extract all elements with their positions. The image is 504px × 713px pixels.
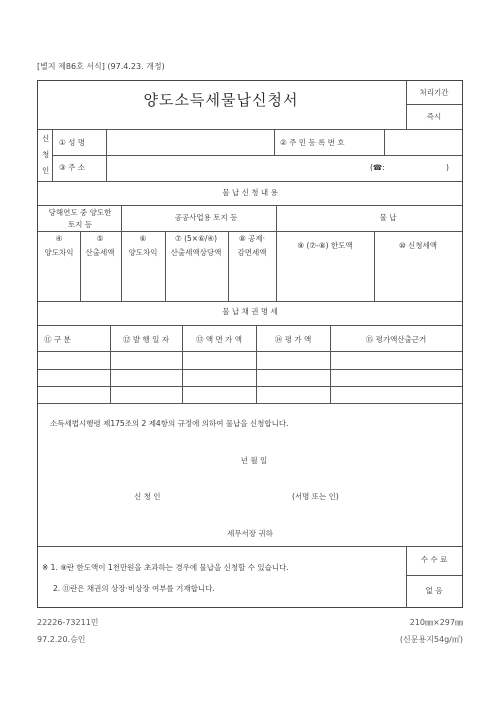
col-6-label: 양도차익	[128, 248, 158, 257]
addressee: 세무서장 귀하	[227, 529, 273, 538]
address-label: ③ 주 소	[59, 163, 85, 172]
footer-paper-type: (신문용지54g/㎡)	[399, 635, 463, 644]
statement-text: 소득세법시행령 제175조의 2 제4항의 규정에 의하여 물납을 신청합니다.	[50, 419, 289, 428]
col-10-label: ⑩ 신청세액	[398, 241, 438, 250]
fee-value: 없 음	[425, 586, 443, 595]
col-9-label: ⑨ (⑦-⑧) 한도액	[297, 241, 353, 250]
processing-value: 즉시	[426, 112, 442, 121]
form-title: 양도소득세물납신청서	[143, 91, 299, 109]
bonds-section-title: 물 납 채 권 명 세	[222, 307, 278, 316]
col-5-label: 산출세액	[85, 248, 115, 257]
col-7-num: ⑦ (5×⑥/④)	[175, 234, 217, 243]
name-label: ① 성 명	[59, 138, 85, 147]
processing-label: 처리기간	[419, 88, 449, 97]
col-4-num: ④	[55, 234, 63, 243]
applicant-label-3: 인	[42, 166, 50, 175]
footer-approval: 97.2.20.승인	[37, 635, 86, 644]
bond-col-3: ⑬ 액 면 가 액	[195, 335, 243, 344]
form-number: [별지 제86호 서식] (97.4.23. 개정)	[37, 62, 165, 71]
bond-col-4: ⑭ 평 가 액	[274, 335, 312, 344]
col-4-label: 양도차익	[44, 248, 74, 257]
note-1: ※ 1. ⑨란 한도액이 1천만원을 초과하는 경우에 물납을 신청할 수 있습니다.	[42, 563, 289, 572]
payment-section-title: 물 납 신 청 내 용	[222, 188, 278, 197]
col-8-label: 감면세액	[237, 248, 267, 257]
applicant-label-1: 신	[42, 134, 50, 143]
bond-col-5: ⑮ 평가액산출근거	[365, 335, 427, 344]
col-8-num: ⑧ 공제·	[239, 234, 265, 243]
col-group1-line2: 토지 등	[67, 220, 93, 229]
note-2: 2. ⑪란은 채권의 상장·비상장 여부를 기재합니다.	[53, 584, 215, 593]
footer-paper-size: 210㎜×297㎜	[409, 618, 463, 627]
footer-form-code: 22226-73211민	[37, 618, 99, 627]
bond-col-1: ⑪ 구 분	[44, 335, 71, 344]
phone-label: (☎:	[370, 163, 385, 172]
phone-close: )	[446, 163, 449, 172]
signature-or-seal: (서명 또는 인)	[292, 492, 339, 501]
col-group2: 공공사업용 토지 등	[174, 213, 238, 222]
bond-col-2: ⑫ 발 행 일 자	[122, 335, 170, 344]
applicant-sign-label: 신 청 인	[134, 492, 161, 501]
form-frame	[37, 80, 463, 608]
applicant-label-2: 청	[42, 150, 50, 159]
rrn-label: ② 주 민 등 록 번 호	[280, 138, 345, 147]
date-line: 년 월 일	[240, 456, 268, 465]
col-7-label: 산출세액상당액	[170, 248, 222, 257]
col-5-num: ⑤	[96, 234, 104, 243]
fee-label: 수 수 료	[420, 555, 448, 564]
col-6-num: ⑥	[139, 234, 147, 243]
col-group1-line1: 당해연도 중 양도한	[48, 208, 112, 217]
col-group3: 물 납	[379, 213, 397, 222]
